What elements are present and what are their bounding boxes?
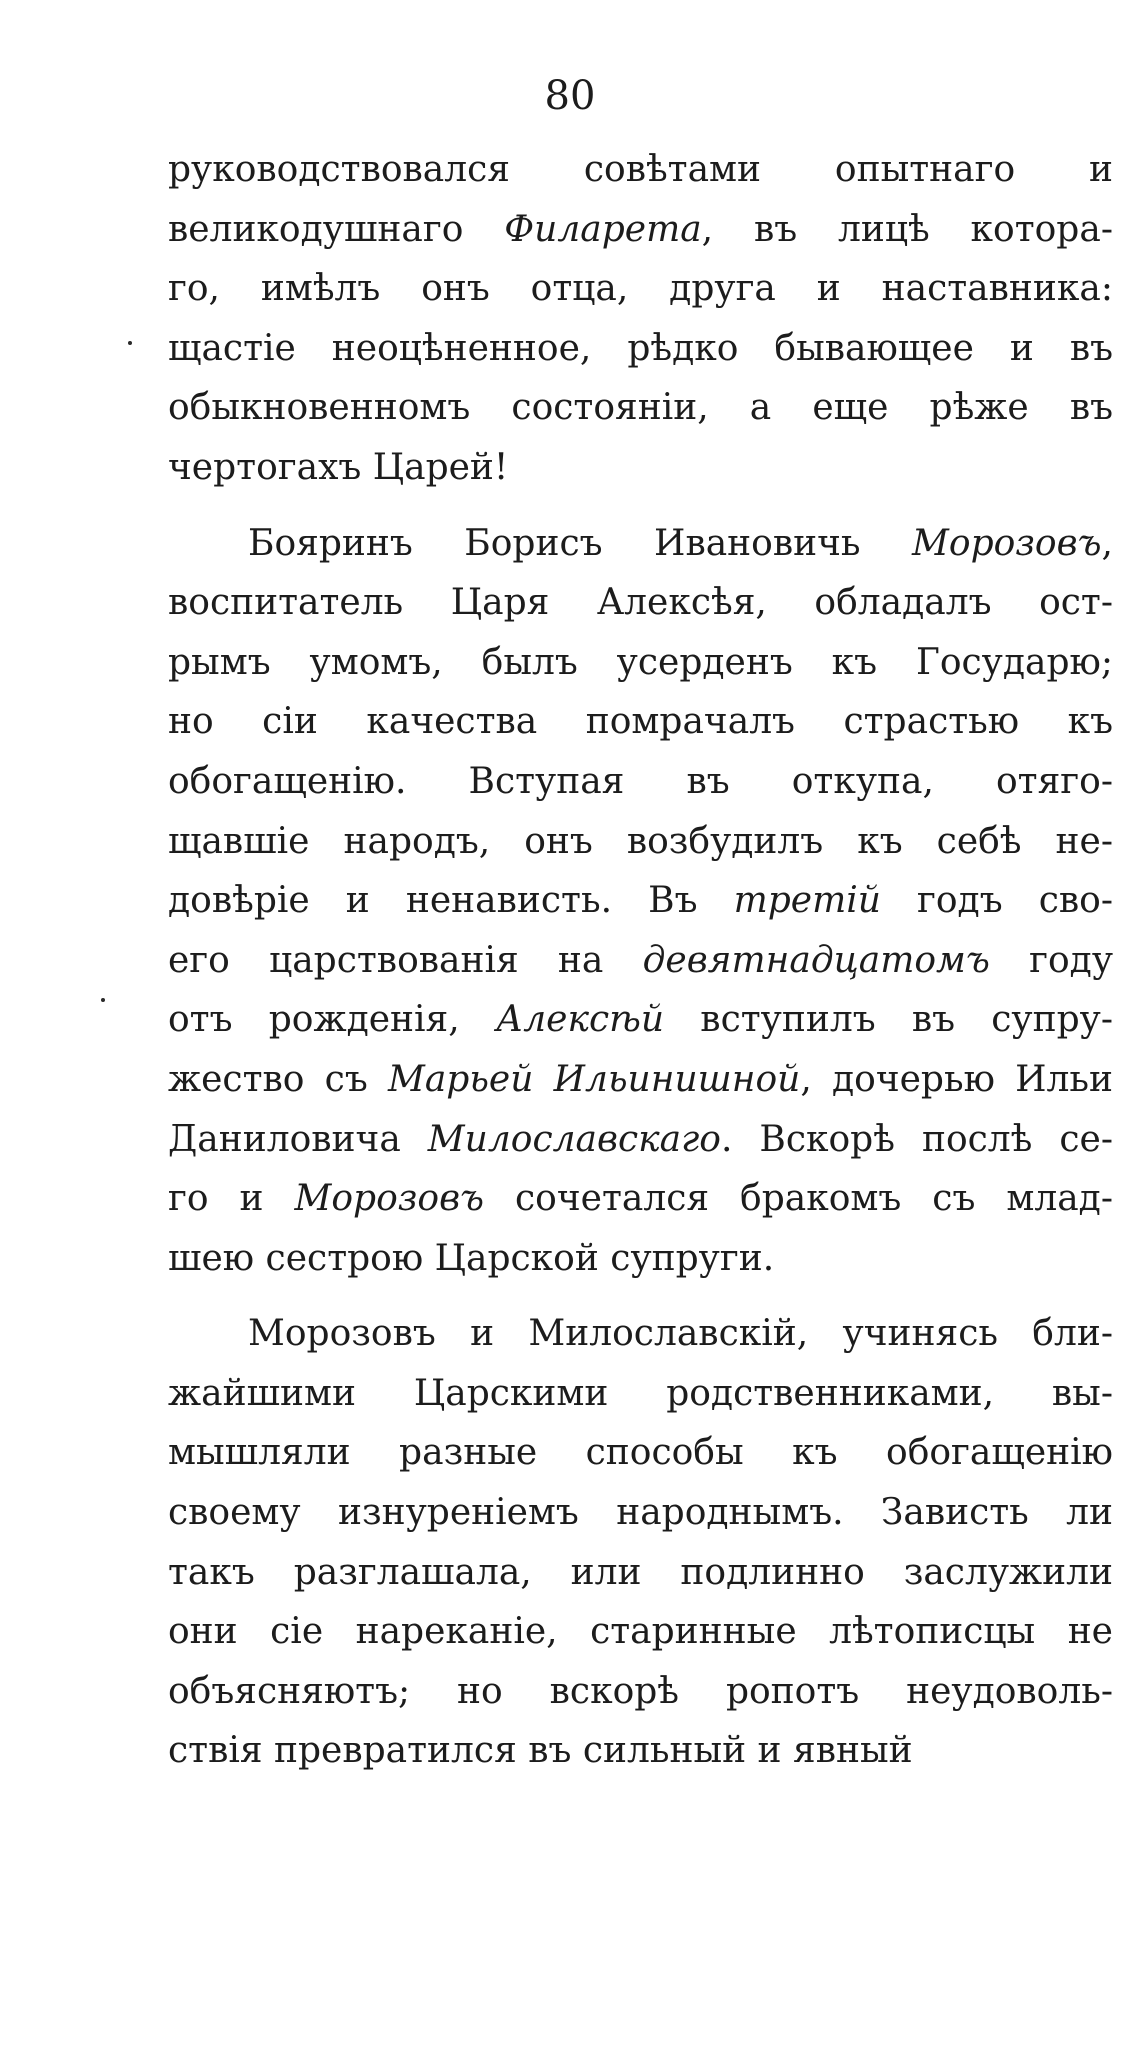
text-segment: годъ сво- bbox=[880, 880, 1113, 922]
text-segment: своему изнуреніемъ народнымъ. Зависть ли bbox=[168, 1492, 1113, 1534]
text-line bbox=[168, 1543, 1113, 1603]
text-line bbox=[168, 1050, 1113, 1110]
text-segment: щастіе неоцѣненное, рѣдко бывающее и въ bbox=[168, 327, 1113, 369]
text-line bbox=[168, 1110, 1113, 1170]
italic-text: девятнадцатомъ bbox=[642, 939, 990, 981]
italic-text: Морозовъ bbox=[912, 522, 1102, 564]
text-segment: Бояринъ Борисъ Ивановичь bbox=[248, 522, 913, 564]
text-segment: го, имѣлъ онъ отца, друга и наставника: bbox=[168, 268, 1113, 310]
text-line bbox=[168, 1721, 1113, 1781]
text-segment: такъ разглашала, или подлинно заслужили bbox=[168, 1551, 1113, 1593]
text-segment: сочетался бракомъ съ млад- bbox=[484, 1178, 1113, 1220]
text-segment: объясняютъ; но вскорѣ ропотъ неудоволь- bbox=[168, 1670, 1113, 1712]
text-segment: отъ рожденія, bbox=[168, 999, 496, 1041]
text-line bbox=[168, 1169, 1113, 1229]
text-segment: они сіе нареканіе, старинные лѣтописцы не bbox=[168, 1611, 1113, 1653]
italic-text: Алексѣй bbox=[495, 999, 665, 1041]
text-segment: , въ лицѣ котора- bbox=[701, 208, 1113, 250]
text-line bbox=[168, 514, 1113, 574]
body-text bbox=[168, 140, 1113, 1781]
text-line bbox=[168, 259, 1113, 319]
text-line bbox=[168, 692, 1113, 752]
text-line bbox=[168, 1229, 1113, 1289]
text-segment: Морозовъ и Милославскій, учинясь бли- bbox=[248, 1313, 1113, 1355]
text-line bbox=[168, 633, 1113, 693]
text-line bbox=[168, 140, 1113, 200]
text-segment: мышляли разные способы къ обогащенію bbox=[168, 1432, 1113, 1474]
text-segment: но сіи качества помрачалъ страстью къ bbox=[168, 701, 1113, 743]
italic-text: третій bbox=[733, 880, 881, 922]
text-segment: вступилъ въ супру- bbox=[664, 999, 1113, 1041]
text-segment: щавшіе народъ, онъ возбудилъ къ себѣ не- bbox=[168, 820, 1113, 862]
text-line bbox=[168, 319, 1113, 379]
text-segment: обогащенію. Вступая въ откупа, отяго- bbox=[168, 760, 1113, 802]
text-segment: году bbox=[989, 939, 1113, 981]
text-line bbox=[168, 1602, 1113, 1662]
text-line bbox=[168, 752, 1113, 812]
print-speck bbox=[128, 341, 132, 345]
text-segment: довѣріе и ненависть. Въ bbox=[168, 880, 734, 922]
text-line bbox=[168, 1423, 1113, 1483]
text-segment: , bbox=[1101, 522, 1113, 564]
text-line bbox=[168, 1662, 1113, 1722]
text-segment: шею сестрою Царской супруги. bbox=[168, 1237, 775, 1279]
text-segment: . Вскорѣ послѣ се- bbox=[720, 1118, 1113, 1160]
text-line bbox=[168, 378, 1113, 438]
text-line bbox=[168, 871, 1113, 931]
print-speck bbox=[101, 998, 105, 1002]
text-segment: ствія превратился въ сильный и явный bbox=[168, 1730, 913, 1772]
text-segment: чертогахъ Царей! bbox=[168, 446, 509, 488]
text-line bbox=[168, 990, 1113, 1050]
text-line bbox=[168, 812, 1113, 872]
text-segment: рымъ умомъ, былъ усерденъ къ Государю; bbox=[168, 641, 1113, 683]
text-line bbox=[168, 1304, 1113, 1364]
text-line bbox=[168, 1364, 1113, 1424]
text-line bbox=[168, 438, 1113, 498]
text-line bbox=[168, 931, 1113, 991]
text-segment: воспитатель Царя Алексѣя, обладалъ ост- bbox=[168, 582, 1113, 624]
text-segment: го и bbox=[168, 1178, 295, 1220]
text-segment: жество съ bbox=[168, 1058, 388, 1100]
text-segment: обыкновенномъ состояніи, а еще рѣже въ bbox=[168, 387, 1113, 429]
italic-text: Морозовъ bbox=[294, 1178, 485, 1220]
text-segment: Даниловича bbox=[168, 1118, 428, 1160]
italic-text: Филарета bbox=[504, 208, 702, 250]
page-number: 80 bbox=[544, 73, 596, 119]
italic-text: Милославскаго bbox=[427, 1118, 721, 1160]
italic-text: Марьей Ильинишной bbox=[387, 1058, 801, 1100]
text-line bbox=[168, 1483, 1113, 1543]
text-segment: руководствовался совѣтами опытнаго и bbox=[168, 149, 1113, 190]
text-segment: великодушнаго bbox=[168, 208, 505, 250]
text-segment: его царствованія на bbox=[168, 939, 643, 981]
text-line bbox=[168, 573, 1113, 633]
text-segment: , дочерью Ильи bbox=[800, 1058, 1113, 1100]
text-line bbox=[168, 200, 1113, 260]
text-segment: жайшими Царскими родственниками, вы- bbox=[168, 1372, 1113, 1414]
